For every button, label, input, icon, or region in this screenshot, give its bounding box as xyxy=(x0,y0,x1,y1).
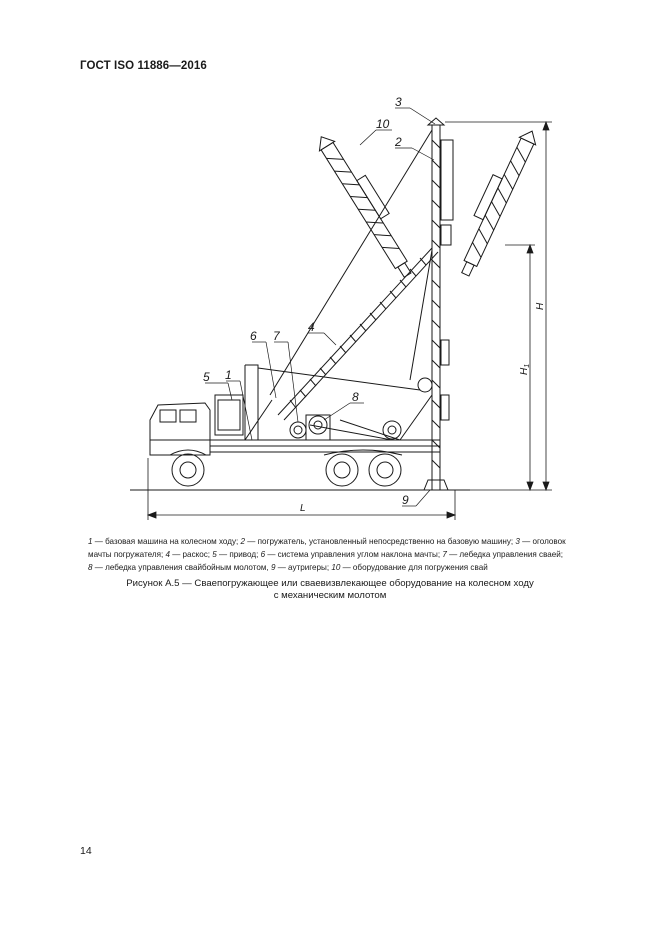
legend-number: 9 xyxy=(270,563,276,572)
callout-1: 1 xyxy=(225,368,232,382)
legend-number: 2 xyxy=(240,537,246,546)
legend-text: — оголовок xyxy=(519,537,566,546)
legend-text: — привод; xyxy=(216,550,261,559)
callout-3: 3 xyxy=(395,95,402,109)
figure-caption xyxy=(80,578,580,602)
legend-number: 8 xyxy=(88,563,93,572)
legend-number: 6 xyxy=(260,550,266,559)
legend-line xyxy=(88,548,608,561)
page-number: 14 xyxy=(80,845,92,857)
callout-9: 9 xyxy=(402,493,409,507)
callout-5: 5 xyxy=(203,370,210,384)
legend-text: — система управления углом наклона мачты; xyxy=(265,550,443,559)
legend-text: — базовая машина на колесном ходу; xyxy=(92,537,241,546)
legend-number: 4 xyxy=(165,550,170,559)
legend-number: 10 xyxy=(331,563,341,572)
platform xyxy=(245,365,401,440)
document-header: ГОСТ ISO 11886—2016 xyxy=(80,60,207,72)
legend-number: 3 xyxy=(515,537,520,546)
legend-line xyxy=(88,561,608,574)
legend-text: — оборудование для погружения свай xyxy=(340,563,488,572)
caption-line: с механическим молотом xyxy=(273,590,387,601)
truck-cab xyxy=(150,403,210,455)
legend-line xyxy=(88,535,608,548)
tilted-mast-right xyxy=(450,124,540,278)
legend-text: — погружатель, установленный непосредственно на базовую машину; xyxy=(245,537,516,546)
callout-10: 10 xyxy=(376,117,390,131)
dimension-lines xyxy=(148,122,552,520)
tilted-mast-left xyxy=(314,128,422,280)
legend-number: 1 xyxy=(88,537,93,546)
legend-text: — аутригеры; xyxy=(275,563,332,572)
callout-8: 8 xyxy=(352,390,359,404)
legend-number: 5 xyxy=(212,550,217,559)
legend-text: — раскос; xyxy=(169,550,213,559)
legend-text: — лебедка управления свайбойным молотом, xyxy=(92,563,271,572)
caption-line: Рисунок А.5 — Сваепогружающее или сваевизвлекающее оборудование на колесном ходу xyxy=(126,578,534,589)
dimension-label-h1: $H_1$ xyxy=(519,363,531,375)
dimension-label-h: H xyxy=(535,302,546,310)
callout-7: 7 xyxy=(273,329,280,343)
legend-number: 7 xyxy=(442,550,447,559)
callout-6: 6 xyxy=(250,329,257,343)
callout-2: 2 xyxy=(395,135,402,149)
legend-text: мачты погружателя; xyxy=(88,550,166,559)
dimension-label-l: L xyxy=(300,503,306,514)
callout-4: 4 xyxy=(308,320,315,334)
legend-text: — лебедка управления сваей; xyxy=(446,550,564,559)
figure-legend xyxy=(88,535,608,574)
